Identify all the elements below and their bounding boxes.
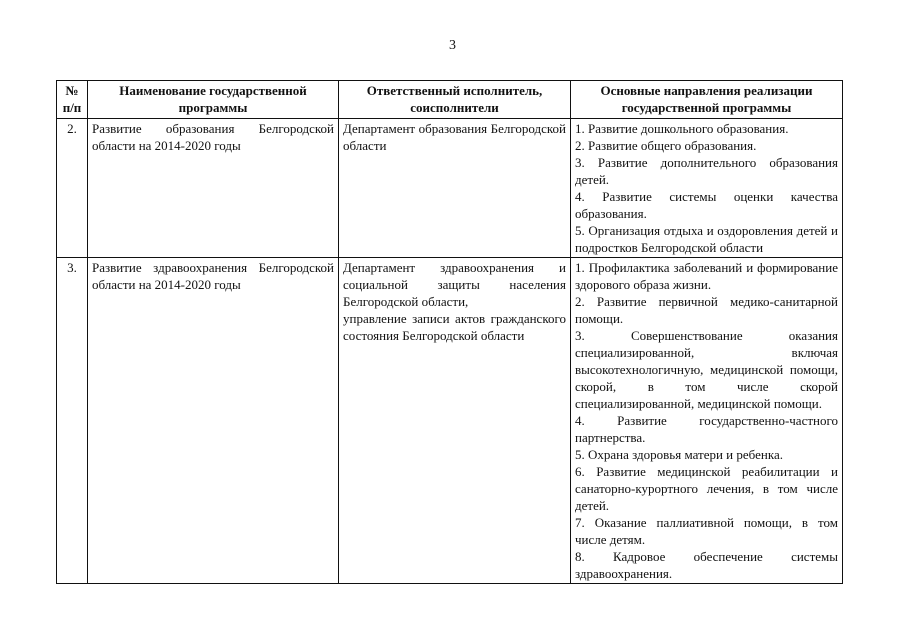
direction-item: 5. Организация отдыха и оздоровления детей и подростков Белгородской области bbox=[575, 223, 838, 255]
header-directions: Основные направления реализации государственной программы bbox=[571, 81, 843, 119]
row-number: 3. bbox=[57, 258, 88, 584]
direction-item: 3. Развитие дополнительного образования детей. bbox=[575, 155, 838, 187]
direction-item: 2. Развитие общего образования. bbox=[575, 138, 757, 153]
program-executors bbox=[339, 258, 571, 584]
executor-line: Департамент образования Белгородской области bbox=[343, 121, 566, 153]
executor-line: Департамент здравоохранения и социальной защиты населения Белгородской области, bbox=[343, 260, 566, 309]
program-directions bbox=[571, 258, 843, 584]
program-executors bbox=[339, 119, 571, 258]
direction-item: 8. Кадровое обеспечение системы здравоохранения. bbox=[575, 549, 838, 581]
table-header-row bbox=[57, 81, 843, 119]
header-executors: Ответственный исполнитель, соисполнители bbox=[339, 81, 571, 119]
table-row bbox=[57, 119, 843, 258]
direction-item: 1. Профилактика заболеваний и формирование здорового образа жизни. bbox=[575, 260, 838, 292]
program-name: Развитие здравоохранения Белгородской области на 2014-2020 годы bbox=[88, 258, 339, 584]
program-directions bbox=[571, 119, 843, 258]
direction-item: 6. Развитие медицинской реабилитации и санаторно-курортного лечения, в том числе детей. bbox=[575, 464, 838, 513]
row-number: 2. bbox=[57, 119, 88, 258]
direction-item: 4. Развитие государственно-частного партнерства. bbox=[575, 413, 838, 445]
header-program-name: Наименование государственной программы bbox=[88, 81, 339, 119]
direction-item: 7. Оказание паллиативной помощи, в том числе детям. bbox=[575, 515, 838, 547]
program-name: Развитие образования Белгородской области на 2014-2020 годы bbox=[88, 119, 339, 258]
programs-table bbox=[56, 80, 843, 584]
direction-item: 5. Охрана здоровья матери и ребенка. bbox=[575, 447, 783, 462]
direction-item: 3. Совершенствование оказания специализированной, включая высокотехнологичную, медицинской помощи, скорой, в том числе скорой специализированной, медицинской помощи. bbox=[575, 328, 838, 411]
header-number: № п/п bbox=[57, 81, 88, 119]
executor-line: управление записи актов гражданского состояния Белгородской области bbox=[343, 311, 566, 343]
direction-item: 1. Развитие дошкольного образования. bbox=[575, 121, 789, 136]
direction-item: 2. Развитие первичной медико-санитарной помощи. bbox=[575, 294, 838, 326]
page-number: 3 bbox=[449, 38, 456, 53]
direction-item: 4. Развитие системы оценки качества образования. bbox=[575, 189, 838, 221]
table-row bbox=[57, 258, 843, 584]
